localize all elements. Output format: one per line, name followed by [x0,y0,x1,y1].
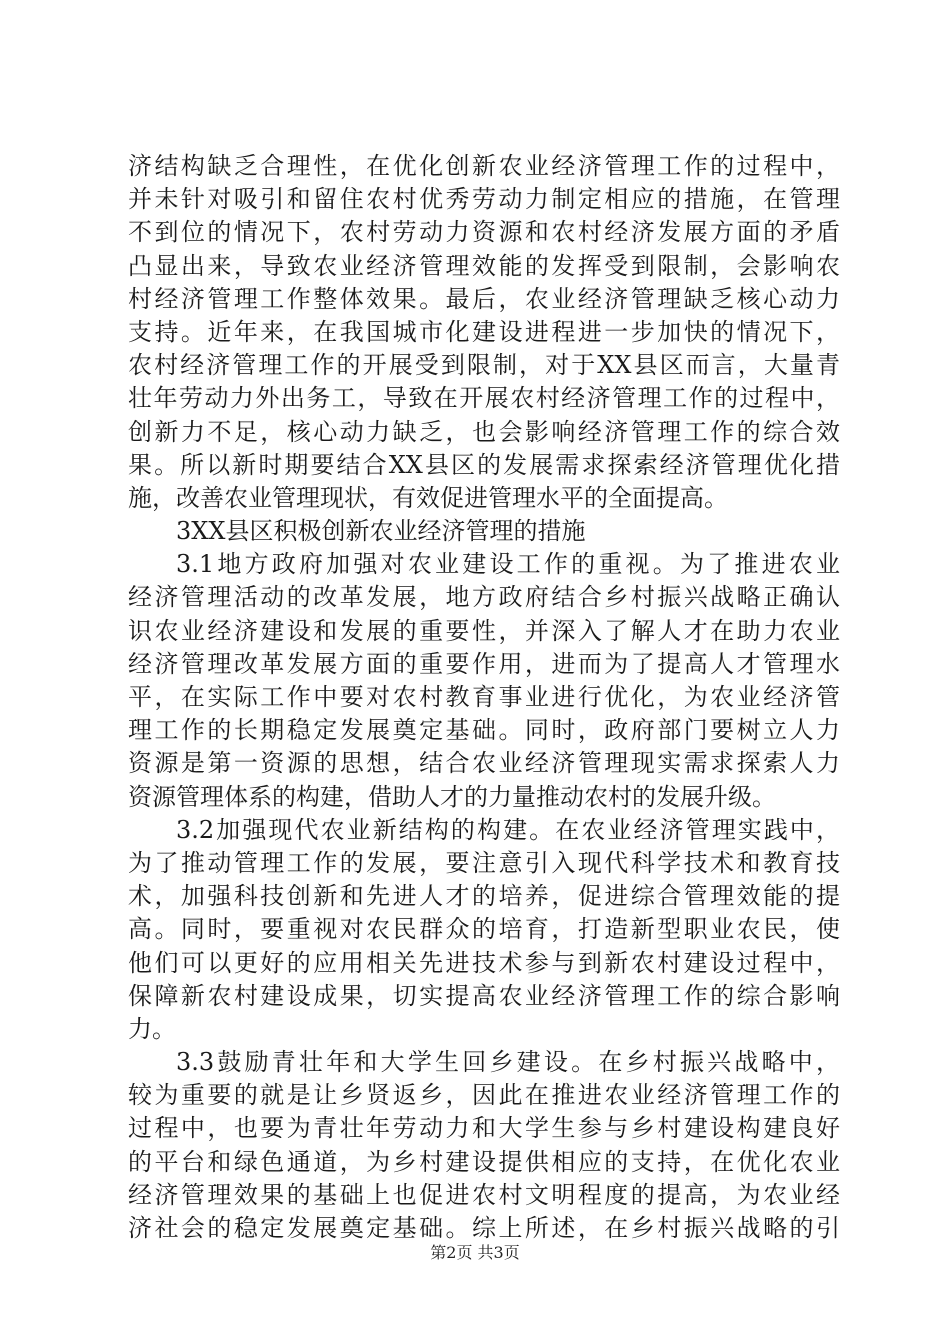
text-line: 村经济管理工作整体效果。最后，农业经济管理缺乏核心动力 [128,284,840,313]
text-line: 的平台和绿色通道，为乡村建设提供相应的支持，在优化农业 [128,1147,840,1176]
page-footer: 第2页 共3页 [430,1243,520,1262]
text-line: 资源管理体系的构建，借助人才的力量推动农村的发展升级。 [128,782,776,811]
text-line: 经济管理效果的基础上也促进农村文明程度的提高，为农业经 [128,1180,840,1209]
text-line: 高。同时，要重视对农民群众的培育，打造新型职业农民，使 [128,915,840,944]
text-line: 平，在实际工作中要对农村教育事业进行优化，为农业经济管 [128,683,840,711]
text-line: 济社会的稳定发展奠定基础。综上所述，在乡村振兴战略的引 [128,1214,840,1242]
text-line: 凸显出来，导致农业经济管理效能的发挥受到限制，会影响农 [128,251,840,280]
text-line: 较为重要的就是让乡贤返乡，因此在推进农业经济管理工作的 [128,1081,840,1110]
text-line: 为了推动管理工作的发展，要注意引入现代科学技术和教育技 [128,848,840,877]
text-line: 3XX县区积极创新农业经济管理的措施 [176,517,586,546]
text-line: 创新力不足，核心动力缺乏，也会影响经济管理工作的综合效 [128,417,840,446]
text-line: 农村经济管理工作的开展受到限制，对于XX县区而言，大量青 [128,351,840,380]
text-line: 资源是第一资源的思想，结合农业经济管理现实需求探索人力 [128,749,840,778]
text-line: 3.2加强现代农业新结构的构建。在农业经济管理实践中， [176,815,840,844]
text-line: 壮年劳动力外出务工，导致在开展农村经济管理工作的过程中， [128,384,840,413]
text-line: 果。所以新时期要结合XX县区的发展需求探索经济管理优化措 [128,450,840,479]
text-line: 术，加强科技创新和先进人才的培养，促进综合管理效能的提 [128,882,840,911]
text-line: 过程中，也要为青壮年劳动力和大学生参与乡村建设构建良好 [128,1114,840,1143]
text-line: 济结构缺乏合理性，在优化创新农业经济管理工作的过程中， [128,152,840,180]
text-line: 保障新农村建设成果，切实提高农业经济管理工作的综合影响 [128,981,840,1010]
text-line: 力。 [128,1014,176,1043]
text-line: 经济管理活动的改革发展，地方政府结合乡村振兴战略正确认 [128,583,840,612]
text-line: 并未针对吸引和留住农村优秀劳动力制定相应的措施，在管理 [128,185,840,214]
document-body [128,150,840,1245]
text-line: 3.1地方政府加强对农业建设工作的重视。为了推进农业 [176,550,840,579]
text-line: 他们可以更好的应用相关先进技术参与到新农村建设过程中， [128,948,840,977]
text-line: 识农业经济建设和发展的重要性，并深入了解人才在助力农业 [128,616,840,645]
text-line: 理工作的长期稳定发展奠定基础。同时，政府部门要树立人力 [128,716,840,745]
text-line: 3.3鼓励青壮年和大学生回乡建设。在乡村振兴战略中， [176,1048,840,1077]
text-line: 不到位的情况下，农村劳动力资源和农村经济发展方面的矛盾 [128,218,840,247]
text-line: 支持。近年来，在我国城市化建设进程进一步加快的情况下， [128,317,840,346]
text-line: 施，改善农业管理现状，有效促进管理水平的全面提高。 [128,483,728,512]
text-line: 经济管理改革发展方面的重要作用，进而为了提高人才管理水 [128,649,840,678]
